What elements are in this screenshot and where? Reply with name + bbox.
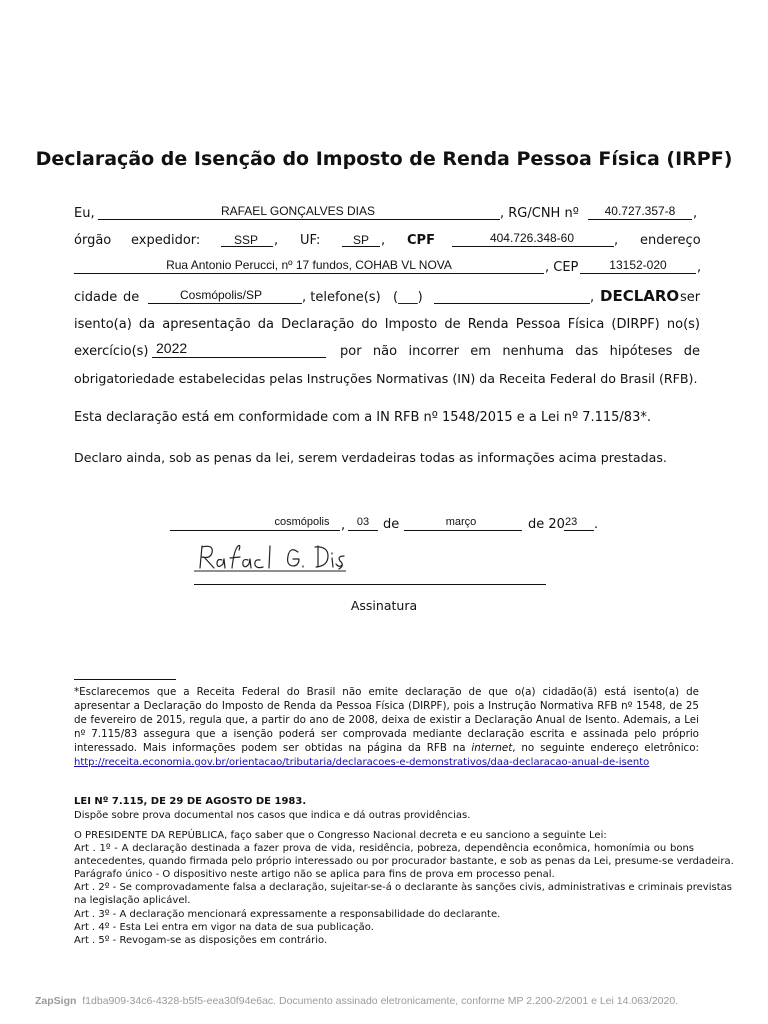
law-art4: Art . 4º - Esta Lei entra em vigor na data de sua publicação.	[74, 922, 374, 933]
comma-uf: ,	[381, 233, 386, 248]
field-ano[interactable]: 23	[565, 516, 578, 528]
comma-cpf: ,	[614, 233, 619, 248]
law-subtitle: Dispõe sobre prova documental nos casos que indica e dá outras providências.	[74, 810, 471, 821]
mes-line	[404, 530, 522, 531]
law-title: LEI Nº 7.115, DE 29 DE AGOSTO DE 1983.	[74, 796, 307, 807]
name-line	[98, 219, 500, 220]
field-local[interactable]: cosmópolis	[274, 516, 330, 528]
footnote-line-4: nº 7.115/83 assegura que a isenção poderá ser comprovada mediante declaração escrita e assinada pelo próprio	[74, 728, 699, 740]
cpf-line	[452, 246, 614, 247]
field-cpf[interactable]: 404.726.348-60	[489, 231, 575, 245]
label-eu: Eu,	[74, 206, 95, 221]
label-date-de2: de 20	[528, 517, 565, 532]
comma-cep: ,	[697, 260, 702, 275]
footer-stamp	[35, 995, 678, 1007]
label-date-de1: de	[383, 517, 400, 532]
footnote-line-5: interessado. Mais informações podem ser obtidas na página da RFB na internet, no seguinte endereço eletrônico:	[74, 742, 699, 754]
cidade-line	[148, 303, 302, 304]
text-isento: isento(a) da apresentação da Declaração do Imposto de Renda Pessoa Física (DIRPF) no(s)	[74, 317, 700, 332]
field-nome[interactable]: RAFAEL GONÇALVES DIAS	[220, 204, 376, 218]
period-date: .	[594, 517, 599, 532]
footnote-line-2: apresentar a Declaração do Imposto de Renda da Pessoa Física (DIRPF), pois a Instrução Normativa RFB nº 1548, de 25	[74, 700, 699, 712]
footnote-line-1: *Esclarecemos que a Receita Federal do Brasil não emite declaração de que o(a) cidadão(ã) está isento(a) de	[74, 686, 699, 698]
comma-orgao: ,	[274, 233, 279, 248]
label-declaro: DECLARO	[600, 287, 680, 305]
field-exercicio[interactable]: 2022	[156, 340, 188, 356]
exercicio-line	[152, 357, 326, 358]
footnote-separator	[74, 679, 176, 680]
field-rg[interactable]: 40.727.357-8	[604, 204, 676, 218]
text-declaro-ainda: Declaro ainda, sob as penas da lei, serem verdadeiras todas as informações acima prestadas.	[74, 450, 667, 465]
text-exercicio-rest: por não incorrer em nenhuma das hipóteses de	[340, 344, 700, 359]
field-dia[interactable]: 03	[356, 516, 370, 528]
law-paragrafo: Parágrafo único - O dispositivo neste artigo não se aplica para fins de prova em processo penal.	[74, 869, 555, 880]
label-cep: , CEP	[545, 260, 579, 275]
law-art2-a: Art . 2º - Se comprovadamente falsa a declaração, sujeitar-se-á o declarante às sanções civis, administrativas e criminais previstas	[74, 882, 732, 893]
field-orgao-expedidor[interactable]: SSP	[233, 233, 258, 247]
page-title: Declaração de Isenção do Imposto de Renda Pessoa Física (IRPF)	[35, 148, 733, 170]
comma-local: ,	[341, 518, 346, 533]
label-cpf: CPF	[407, 233, 435, 248]
label-ser: ser	[680, 290, 701, 305]
law-art1-a: Art . 1º - A declaração destinada a fazer prova de vida, residência, pobreza, dependência econômica, homonímia ou bons	[74, 843, 694, 854]
label-uf: UF:	[300, 233, 321, 248]
field-cidade[interactable]: Cosmópolis/SP	[179, 288, 263, 302]
label-rg: , RG/CNH nº	[500, 206, 579, 221]
law-art3: Art . 3º - A declaração mencionará expressamente a responsabilidade do declarante.	[74, 909, 501, 920]
local-line	[170, 530, 340, 531]
label-assinatura: Assinatura	[350, 598, 418, 613]
label-exercicio: exercício(s)	[74, 344, 149, 359]
cep-line	[580, 273, 696, 274]
signature-image	[194, 538, 346, 574]
law-art5: Art . 5º - Revogam-se as disposições em contrário.	[74, 935, 328, 946]
law-art1-b: antecedentes, quando firmada pelo próprio interessado ou por procurador bastante, e sob as penas da Lei, presume-se verdadeira.	[74, 856, 734, 867]
dia-line	[348, 530, 378, 531]
footnote-line-3: de fevereiro de 2015, regula que, a partir do ano de 2008, deixa de existir a Declaração Anual de Isento. Ademais, a Lei	[74, 714, 699, 726]
law-art2-b: na legislação aplicável.	[74, 895, 191, 906]
endereco-line	[74, 273, 544, 274]
comma-telefone: ,	[590, 290, 595, 305]
footnote-link[interactable]: http://receita.economia.gov.br/orientacao/tributaria/declaracoes-e-demonstrativos/daa-declaracao-anual-de-isento	[74, 757, 650, 768]
label-cidade-de: de	[123, 290, 140, 305]
footer-brand: ZapSign	[35, 995, 77, 1007]
label-expedidor: expedidor:	[131, 233, 201, 248]
signature-line	[194, 584, 546, 585]
text-obrigatoriedade: obrigatoriedade estabelecidas pelas Instruções Normativas (IN) da Receita Federal do Brasil (RFB).	[74, 371, 698, 386]
text-conformidade: Esta declaração está em conformidade com a IN RFB nº 1548/2015 e a Lei nº 7.115/83*.	[74, 410, 651, 425]
law-preamble: O PRESIDENTE DA REPÚBLICA, faço saber que o Congresso Nacional decreta e eu sanciono a seguinte Lei:	[74, 830, 607, 841]
label-orgao: órgão	[74, 233, 112, 248]
label-cidade: cidade	[74, 290, 118, 305]
label-endereco: endereço	[640, 233, 701, 248]
field-uf[interactable]: SP	[352, 233, 369, 247]
ano-line	[564, 530, 594, 531]
label-telefone: , telefone(s)	[302, 290, 381, 305]
field-mes[interactable]: março	[445, 516, 477, 528]
field-endereco[interactable]: Rua Antonio Perucci, nº 17 fundos, COHAB VL NOVA	[166, 258, 452, 272]
rg-line	[588, 219, 692, 220]
telefone-ddd[interactable]: (___)	[393, 290, 423, 305]
telefone-line[interactable]	[434, 303, 590, 304]
comma-rg: ,	[693, 206, 698, 221]
footer-text: f1dba909-34c6-4328-b5f5-eea30f94e6ac. Documento assinado eletronicamente, conforme MP 2.200-2/2001 e Lei 14.063/2020.	[82, 995, 679, 1007]
field-cep[interactable]: 13152-020	[609, 258, 667, 272]
